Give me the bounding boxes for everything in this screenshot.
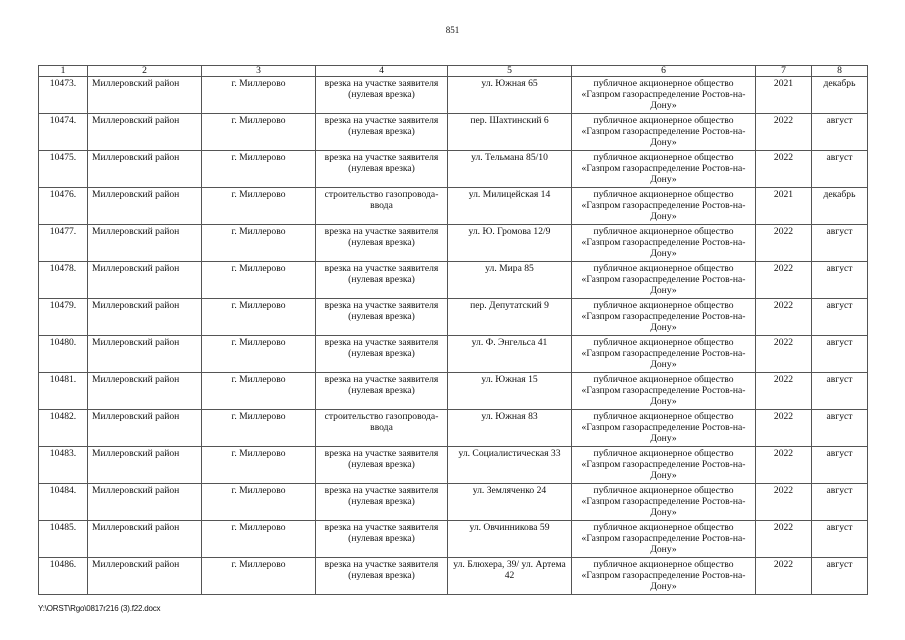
organization-cell: публичное акционерное общество «Газпром газораспределение Ростов-на-Дону»	[572, 521, 756, 558]
organization-cell: публичное акционерное общество «Газпром газораспределение Ростов-на-Дону»	[572, 151, 756, 188]
month-cell: август	[812, 336, 868, 373]
year-cell: 2022	[756, 151, 812, 188]
address-cell: ул. Ю. Громова 12/9	[448, 225, 572, 262]
month-cell: август	[812, 558, 868, 595]
work-type-cell: строительство газопровода-ввода	[316, 410, 448, 447]
table-row	[39, 262, 868, 299]
district-cell: Миллеровский район	[88, 447, 202, 484]
city-cell: г. Миллерово	[202, 151, 316, 188]
city-cell: г. Миллерово	[202, 188, 316, 225]
organization-cell: публичное акционерное общество «Газпром газораспределение Ростов-на-Дону»	[572, 262, 756, 299]
address-cell: ул. Социалистическая 33	[448, 447, 572, 484]
district-cell: Миллеровский район	[88, 521, 202, 558]
year-cell: 2022	[756, 114, 812, 151]
work-type-cell: строительство газопровода-ввода	[316, 188, 448, 225]
column-header: 5	[448, 66, 572, 77]
district-cell: Миллеровский район	[88, 114, 202, 151]
row-number-cell: 10483.	[39, 447, 88, 484]
city-cell: г. Миллерово	[202, 336, 316, 373]
year-cell: 2021	[756, 188, 812, 225]
district-cell: Миллеровский район	[88, 77, 202, 114]
year-cell: 2022	[756, 410, 812, 447]
district-cell: Миллеровский район	[88, 410, 202, 447]
address-cell: ул. Южная 15	[448, 373, 572, 410]
row-number-cell: 10481.	[39, 373, 88, 410]
organization-cell: публичное акционерное общество «Газпром газораспределение Ростов-на-Дону»	[572, 410, 756, 447]
year-cell: 2022	[756, 558, 812, 595]
table-row	[39, 299, 868, 336]
table-row	[39, 447, 868, 484]
address-cell: ул. Тельмана 85/10	[448, 151, 572, 188]
column-header: 8	[812, 66, 868, 77]
work-type-cell: врезка на участке заявителя (нулевая врезка)	[316, 521, 448, 558]
table-row	[39, 484, 868, 521]
address-cell: ул. Мира 85	[448, 262, 572, 299]
district-cell: Миллеровский район	[88, 484, 202, 521]
city-cell: г. Миллерово	[202, 410, 316, 447]
city-cell: г. Миллерово	[202, 373, 316, 410]
organization-cell: публичное акционерное общество «Газпром газораспределение Ростов-на-Дону»	[572, 558, 756, 595]
city-cell: г. Миллерово	[202, 262, 316, 299]
month-cell: август	[812, 373, 868, 410]
city-cell: г. Миллерово	[202, 521, 316, 558]
month-cell: август	[812, 410, 868, 447]
year-cell: 2022	[756, 299, 812, 336]
work-type-cell: врезка на участке заявителя (нулевая врезка)	[316, 77, 448, 114]
row-number-cell: 10486.	[39, 558, 88, 595]
organization-cell: публичное акционерное общество «Газпром газораспределение Ростов-на-Дону»	[572, 299, 756, 336]
row-number-cell: 10479.	[39, 299, 88, 336]
file-path-footer: Y:\ORST\Rgo\0817r216 (3).f22.docx	[38, 604, 161, 613]
organization-cell: публичное акционерное общество «Газпром газораспределение Ростов-на-Дону»	[572, 373, 756, 410]
table-row	[39, 225, 868, 262]
work-type-cell: врезка на участке заявителя (нулевая врезка)	[316, 484, 448, 521]
year-cell: 2022	[756, 484, 812, 521]
column-header: 4	[316, 66, 448, 77]
work-type-cell: врезка на участке заявителя (нулевая врезка)	[316, 151, 448, 188]
district-cell: Миллеровский район	[88, 299, 202, 336]
city-cell: г. Миллерово	[202, 484, 316, 521]
organization-cell: публичное акционерное общество «Газпром газораспределение Ростов-на-Дону»	[572, 188, 756, 225]
row-number-cell: 10482.	[39, 410, 88, 447]
year-cell: 2022	[756, 521, 812, 558]
table-body	[39, 77, 868, 595]
row-number-cell: 10476.	[39, 188, 88, 225]
month-cell: август	[812, 521, 868, 558]
year-cell: 2022	[756, 225, 812, 262]
month-cell: август	[812, 299, 868, 336]
organization-cell: публичное акционерное общество «Газпром газораспределение Ростов-на-Дону»	[572, 225, 756, 262]
row-number-cell: 10473.	[39, 77, 88, 114]
table-row	[39, 151, 868, 188]
table-row	[39, 114, 868, 151]
year-cell: 2021	[756, 77, 812, 114]
year-cell: 2022	[756, 447, 812, 484]
month-cell: август	[812, 262, 868, 299]
year-cell: 2022	[756, 373, 812, 410]
table-header-row	[39, 66, 868, 77]
organization-cell: публичное акционерное общество «Газпром газораспределение Ростов-на-Дону»	[572, 77, 756, 114]
month-cell: август	[812, 447, 868, 484]
city-cell: г. Миллерово	[202, 558, 316, 595]
work-type-cell: врезка на участке заявителя (нулевая врезка)	[316, 447, 448, 484]
month-cell: август	[812, 114, 868, 151]
work-type-cell: врезка на участке заявителя (нулевая врезка)	[316, 299, 448, 336]
city-cell: г. Миллерово	[202, 299, 316, 336]
organization-cell: публичное акционерное общество «Газпром газораспределение Ростов-на-Дону»	[572, 114, 756, 151]
month-cell: август	[812, 151, 868, 188]
table-row	[39, 521, 868, 558]
address-cell: пер. Шахтинский 6	[448, 114, 572, 151]
organization-cell: публичное акционерное общество «Газпром газораспределение Ростов-на-Дону»	[572, 484, 756, 521]
work-type-cell: врезка на участке заявителя (нулевая врезка)	[316, 225, 448, 262]
work-type-cell: врезка на участке заявителя (нулевая врезка)	[316, 373, 448, 410]
address-cell: ул. Земляченко 24	[448, 484, 572, 521]
city-cell: г. Миллерово	[202, 114, 316, 151]
page-number: 851	[445, 25, 460, 35]
district-cell: Миллеровский район	[88, 373, 202, 410]
year-cell: 2022	[756, 336, 812, 373]
district-cell: Миллеровский район	[88, 225, 202, 262]
table-row	[39, 77, 868, 114]
city-cell: г. Миллерово	[202, 447, 316, 484]
address-cell: ул. Ф. Энгельса 41	[448, 336, 572, 373]
year-cell: 2022	[756, 262, 812, 299]
month-cell: август	[812, 484, 868, 521]
row-number-cell: 10477.	[39, 225, 88, 262]
organization-cell: публичное акционерное общество «Газпром газораспределение Ростов-на-Дону»	[572, 447, 756, 484]
row-number-cell: 10485.	[39, 521, 88, 558]
city-cell: г. Миллерово	[202, 225, 316, 262]
organization-cell: публичное акционерное общество «Газпром газораспределение Ростов-на-Дону»	[572, 336, 756, 373]
table-row	[39, 373, 868, 410]
district-cell: Миллеровский район	[88, 336, 202, 373]
address-cell: ул. Блюхера, 39/ ул. Артема 42	[448, 558, 572, 595]
row-number-cell: 10474.	[39, 114, 88, 151]
column-header: 7	[756, 66, 812, 77]
district-cell: Миллеровский район	[88, 151, 202, 188]
city-cell: г. Миллерово	[202, 77, 316, 114]
address-cell: ул. Милицейская 14	[448, 188, 572, 225]
column-header: 6	[572, 66, 756, 77]
row-number-cell: 10484.	[39, 484, 88, 521]
column-header: 1	[39, 66, 88, 77]
column-header: 3	[202, 66, 316, 77]
district-cell: Миллеровский район	[88, 262, 202, 299]
address-cell: ул. Южная 83	[448, 410, 572, 447]
district-cell: Миллеровский район	[88, 188, 202, 225]
address-cell: пер. Депутатский 9	[448, 299, 572, 336]
work-type-cell: врезка на участке заявителя (нулевая врезка)	[316, 262, 448, 299]
table-row	[39, 410, 868, 447]
table-row	[39, 558, 868, 595]
column-header: 2	[88, 66, 202, 77]
row-number-cell: 10475.	[39, 151, 88, 188]
district-cell: Миллеровский район	[88, 558, 202, 595]
work-type-cell: врезка на участке заявителя (нулевая врезка)	[316, 114, 448, 151]
gasification-table	[38, 65, 868, 595]
month-cell: декабрь	[812, 77, 868, 114]
row-number-cell: 10480.	[39, 336, 88, 373]
address-cell: ул. Овчинникова 59	[448, 521, 572, 558]
table-row	[39, 336, 868, 373]
work-type-cell: врезка на участке заявителя (нулевая врезка)	[316, 336, 448, 373]
table-row	[39, 188, 868, 225]
month-cell: декабрь	[812, 188, 868, 225]
month-cell: август	[812, 225, 868, 262]
address-cell: ул. Южная 65	[448, 77, 572, 114]
work-type-cell: врезка на участке заявителя (нулевая врезка)	[316, 558, 448, 595]
row-number-cell: 10478.	[39, 262, 88, 299]
